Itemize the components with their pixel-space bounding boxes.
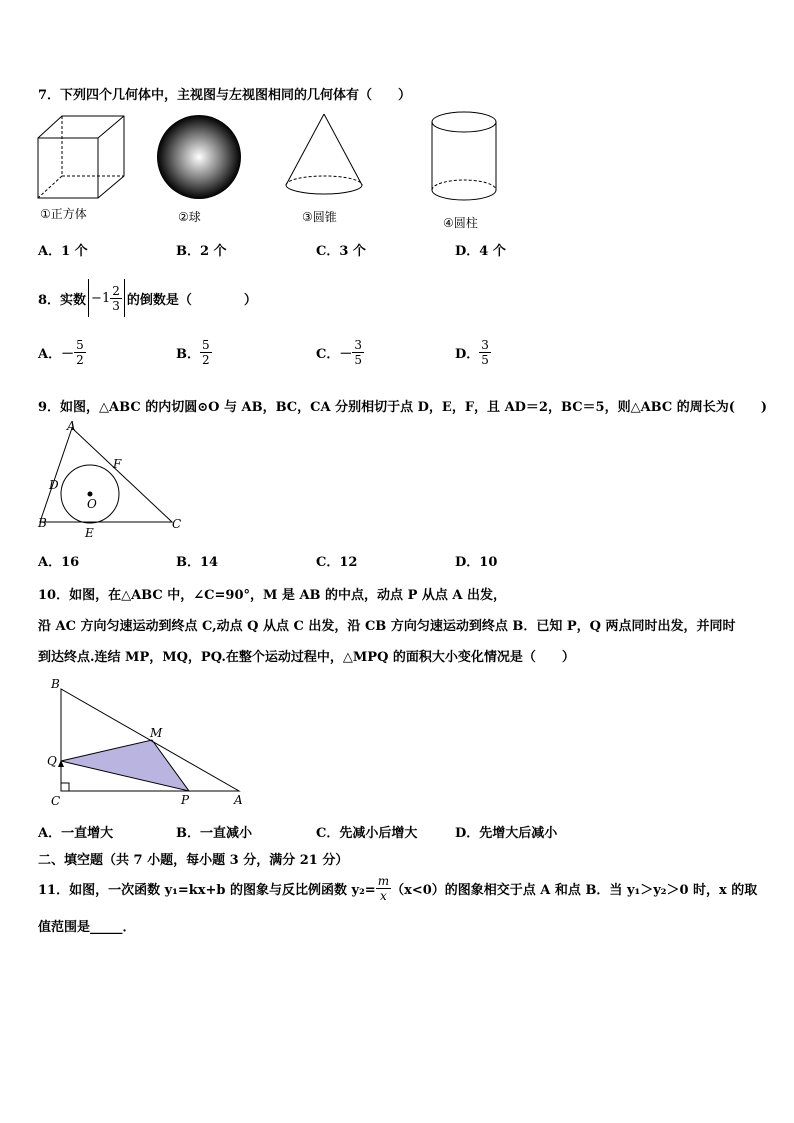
q8-option-a-num: 5 [76,338,84,352]
label-m: M [150,726,163,740]
label-a: A [234,793,243,807]
q9-option-a[interactable]: A．16 [38,555,80,570]
q11-prefix: 11．如图，一次函数 y₁=kx+b 的图象与反比例函数 y₂= [38,882,376,898]
q11-suffix: （x<0）的图象相交于点 A 和点 B．当 y₁＞y₂＞0 时，x 的取 [391,882,758,898]
q7-option-a[interactable]: A．1 个 [38,244,88,259]
q9-option-b[interactable]: B．14 [176,555,219,570]
q10-stem-line2: 沿 AC 方向匀速运动到终点 C,动点 Q 从点 C 出发，沿 CB 方向匀速运动到终点 B．已知 P，Q 两点同时出发，并同时 [38,619,736,634]
sphere-figure [157,115,241,199]
q10-option-c[interactable]: C．先减小后增大 [316,826,418,841]
q8-abs-value [88,279,125,317]
q8-option-d[interactable] [455,338,491,367]
q7-figures [34,110,504,220]
label-o: O [87,497,97,511]
triangle-abc [40,428,172,522]
q11-stem-line1 [38,870,757,906]
label-a: A [67,419,76,433]
q8-option-c[interactable] [316,338,364,367]
cube-figure [38,116,124,198]
label-q: Q [47,754,57,768]
q9-option-d[interactable]: D．10 [455,555,498,570]
q10-stem-line3: 到达终点.连结 MP，MQ，PQ.在整个运动过程中，△MPQ 的面积大小变化情况是（ ） [38,650,575,665]
q8-option-b-den: 2 [202,353,210,367]
q8-abs-numerator: 2 [112,283,120,298]
q11-frac-num: m [377,873,390,888]
q8-option-a-sign: － [61,347,75,362]
q8-option-a-label: A． [38,347,62,362]
q8-option-a[interactable] [38,338,86,367]
label-c: C [172,517,182,531]
q11-stem-line2: 值范围是_____． [38,920,136,935]
q8-option-c-label: C． [316,347,340,362]
q7-option-d[interactable]: D．4 个 [455,244,506,259]
cone-figure [286,114,362,194]
cube-caption: ①正方体 [40,207,87,221]
q10-stem-line1: 10．如图，在△ABC 中，∠C=90°，M 是 AB 的中点，动点 P 从点 A 出发， [38,588,507,603]
q9-stem: 9．如图，△ABC 的内切圆⊙O 与 AB，BC，CA 分别相切于点 D，E，F，且 AD＝2，BC＝5，则△ABC 的周长为( ) [38,400,768,415]
q8-option-d-num: 3 [481,338,489,352]
q10-option-b[interactable]: B．一直减小 [176,826,252,841]
sphere-caption: ②球 [178,210,201,224]
triangle-mpq [61,740,189,791]
q8-stem-prefix: 8．实数 [38,292,87,308]
label-p: P [181,793,190,807]
q8-stem-suffix: 的倒数是（ ） [126,292,257,308]
q8-option-c-sign: － [339,347,353,362]
label-e: E [85,526,94,538]
q8-abs-minus: −1 [91,290,111,306]
q7-option-b[interactable]: B．2 个 [176,244,227,259]
q11-frac-den: x [380,888,387,903]
q7-option-c[interactable]: C．3 个 [316,244,366,259]
q8-option-d-label: D． [455,347,480,362]
center-point [88,492,93,497]
label-d: D [49,478,59,492]
section2-title: 二、填空题（共 7 小题，每小题 3 分，满分 21 分） [38,853,349,868]
q9-option-c[interactable]: C．12 [316,555,358,570]
label-b: B [51,677,60,691]
q8-option-b-label: B． [176,347,200,362]
q8-option-a-den: 2 [76,353,84,367]
label-f: F [113,457,122,471]
q8-option-c-num: 3 [354,338,363,352]
q10-option-a[interactable]: A．一直增大 [38,826,114,841]
q10-option-d[interactable]: D．先增大后减小 [455,826,558,841]
q10-triangle-figure [40,672,255,812]
label-c: C [51,794,61,808]
q8-option-b-num: 5 [202,338,210,352]
q8-option-b[interactable] [176,338,212,367]
q8-abs-denominator: 3 [112,298,120,313]
q7-stem: 7．下列四个几何体中，主视图与左视图相同的几何体有（ ） [38,88,412,103]
q8-option-d-den: 5 [481,353,489,367]
right-angle-mark [61,783,69,791]
cone-caption: ③圆锥 [302,210,337,224]
cylinder-figure [432,112,496,200]
q8-stem [38,278,257,318]
cylinder-caption: ④圆柱 [443,216,478,230]
q9-incircle-figure [34,416,194,538]
label-b: B [38,516,47,530]
q8-option-c-den: 5 [354,353,363,367]
